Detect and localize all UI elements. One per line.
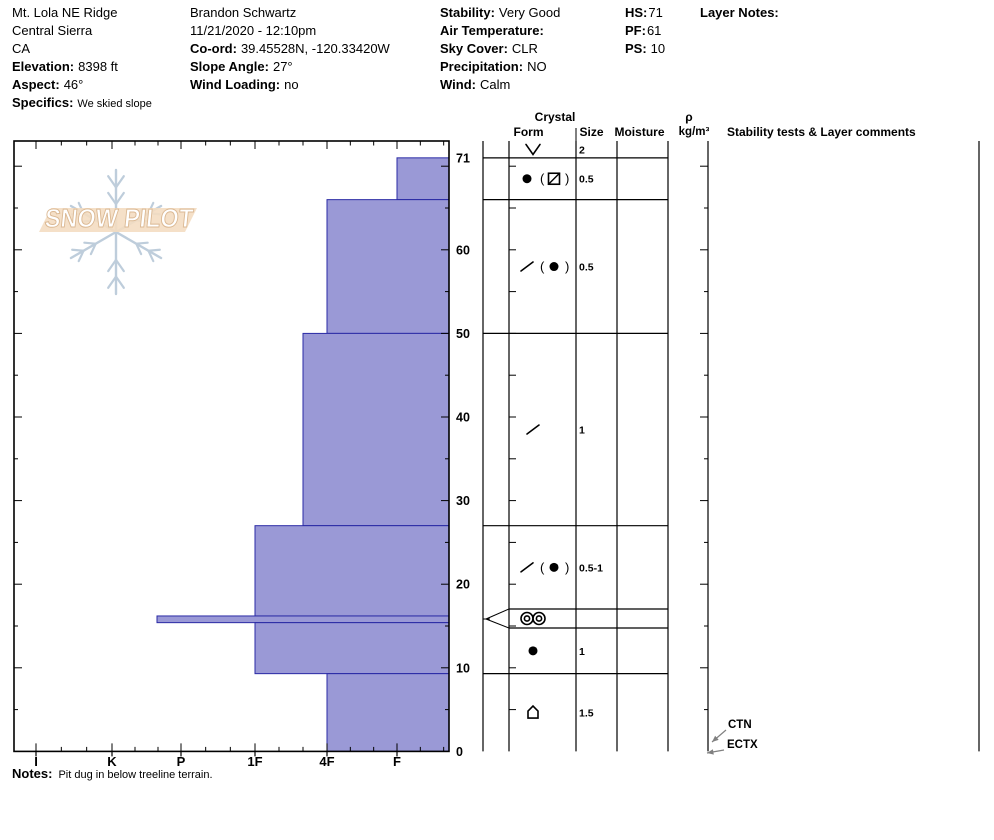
hardness-bars [157,158,449,752]
layer-bar [327,200,449,334]
hardness-tick-label: 4F [319,754,335,769]
notes-text: Pit dug in below treeline terrain. [58,769,213,781]
grain-glyph-SH [526,144,540,154]
layer-bar [303,333,449,525]
state: CA [12,41,31,56]
test-result-ectx: ECTX [727,739,758,751]
notes-line [12,766,213,781]
stability-header: Stability tests & Layer comments [727,125,916,139]
grain-glyph-MFcr [521,613,545,625]
layer-bar [397,158,449,200]
air-temp-line: Air Temperature: [440,23,544,38]
logo-text: SNOW PILOT [43,203,212,233]
crystal-symbols [521,144,603,719]
depth-tick-label: 20 [456,577,470,592]
grain-glyph-DF [521,563,533,572]
elevation-line: Elevation: 8398 ft [12,59,118,74]
crystal-header: Crystal [534,110,576,124]
depth-tick-label: 50 [456,326,470,341]
wind-loading-line: Wind Loading: no [190,77,299,92]
density-unit-header: kg/m³ [678,126,710,138]
slope-angle-line: Slope Angle: 27° [190,59,293,74]
observer-name: Brandon Schwartz [190,5,297,20]
layer-notes-label: Layer Notes: [700,5,779,20]
aspect-line: Aspect: 46° [12,77,84,92]
notes-label: Notes: [12,766,53,781]
layer-bar [255,526,449,616]
layer-bar [327,674,449,752]
depth-tick-label: 10 [456,661,470,676]
test-result-ctn: CTN [728,719,752,731]
depth-tick-label: 0 [456,744,463,759]
density-rho-header: ρ [685,110,693,124]
hardness-tick-label: K [107,754,117,769]
grain-glyph-DF [521,262,533,271]
grain-size-value: 1 [579,645,585,658]
paren: ( [540,259,545,275]
moisture-header: Moisture [614,125,665,139]
grain-glyph-DH [528,706,538,718]
region: Central Sierra [12,23,93,38]
layer-bar [157,616,449,623]
stability-line: Stability: Very Good [440,5,561,20]
grain-glyph-RG [550,563,559,572]
form-header: Form [513,125,544,139]
depth-tick-label: 71 [456,151,470,166]
paren: ( [540,171,545,187]
snowpilot-logo [39,170,212,294]
grain-size-value: 2 [579,144,585,157]
paren: ) [565,171,570,187]
grain-glyph-RG [550,262,559,271]
thin-layer-flag [483,609,509,628]
wind-line: Wind: Calm [440,77,511,92]
observation-datetime: 11/21/2020 - 12:10pm [190,23,317,38]
size-header: Size [579,125,604,139]
coordinates-line: Co-ord: 39.45528N, -120.33420W [190,41,390,56]
hardness-tick-label: F [393,754,401,769]
grain-size-value: 1 [579,424,585,437]
pf-line: PF:61 [625,23,662,38]
hardness-tick-label: P [176,754,186,769]
sky-cover-line: Sky Cover: CLR [440,41,538,56]
hardness-tick-label: 1F [247,754,263,769]
depth-tick-label: 30 [456,494,470,509]
grain-size-value: 1.5 [579,707,594,720]
specifics-line: Specifics: We skied slope [12,95,152,110]
grain-glyph-DF [527,425,539,434]
hs-line: HS:71 [625,5,663,20]
paren: ) [565,559,570,575]
depth-tick-label: 40 [456,410,470,425]
stability-test-annotations [707,719,758,755]
layer-bar [255,623,449,674]
grain-glyph-FCxr [549,173,560,184]
grain-size-value: 0.5-1 [579,562,603,575]
depth-tick-label: 60 [456,243,470,258]
grain-glyph-RG [523,174,532,183]
crystal-table [483,110,979,751]
ps-line: PS: 10 [625,41,666,56]
precipitation-line: Precipitation: NO [440,59,547,74]
grain-size-value: 0.5 [579,261,594,274]
grain-size-value: 0.5 [579,173,594,186]
pit-name: Mt. Lola NE Ridge [12,5,118,20]
hardness-tick-label: I [34,754,38,769]
paren: ( [540,559,545,575]
paren: ) [565,259,570,275]
grain-glyph-RG [529,646,538,655]
